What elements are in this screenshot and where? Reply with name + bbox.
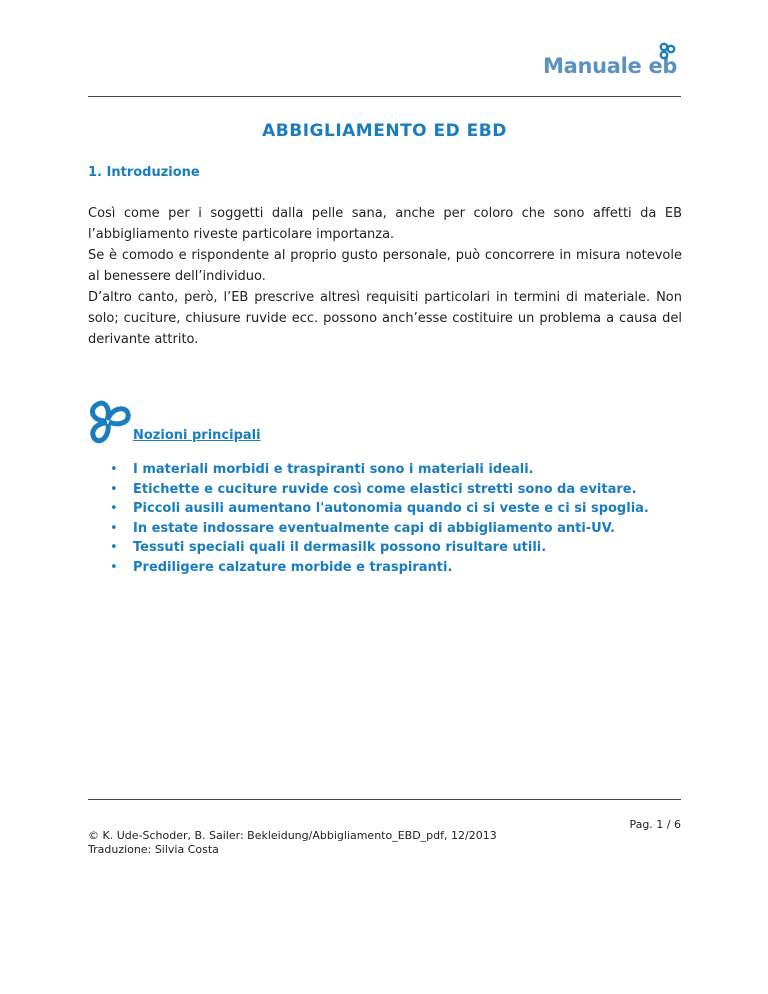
footer (88, 829, 497, 856)
bullet-dot-icon: • (110, 540, 118, 555)
manuale-eb-logo (543, 42, 683, 82)
key-point-text: Piccoli ausili aumentano l'autonomia quando ci si veste e ci si spoglia. (133, 501, 649, 516)
intro-text (88, 203, 682, 350)
key-point-text: Etichette e cuciture ruvide così come elastici stretti sono da evitare. (133, 481, 637, 497)
header-divider (88, 96, 681, 97)
key-points-list (110, 460, 690, 577)
key-point-item (110, 460, 690, 480)
intro-paragraph: Così come per i soggetti dalla pelle sana, anche per coloro che sono affetti da EB l’abbigliamento riveste particolare importanza. (88, 206, 682, 242)
document-title: ABBIGLIAMENTO ED EBD (262, 121, 507, 141)
butterfly-icon (86, 399, 132, 445)
logo-text: Manuale eb (543, 54, 678, 78)
intro-paragraph: Se è comodo e rispondente al proprio gusto personale, può concorrere in misura notevole al benessere dell’individuo. (88, 248, 682, 284)
footer-credit: © K. Ude-Schoder, B. Sailer: Bekleidung/Abbigliamento_EBD_pdf, 12/2013 (88, 829, 497, 842)
section-heading: 1. Introduzione (88, 165, 200, 180)
footer-divider (88, 799, 681, 800)
key-point-text: I materiali morbidi e traspiranti sono i materiali ideali. (133, 462, 534, 477)
page-number: Pag. 1 / 6 (629, 818, 681, 831)
key-point-item (110, 558, 690, 578)
bullet-dot-icon: • (110, 559, 118, 575)
intro-paragraph: D’altro canto, però, l’EB prescrive altresì requisiti particolari in termini di materiale. Non solo; cuciture, chiusure ruvide ecc. possono anch’esse costituire un problema a causa del derivante attrito. (88, 290, 682, 347)
key-point-text: Tessuti speciali quali il dermasilk possono risultare utili. (133, 540, 547, 555)
bullet-dot-icon: • (110, 462, 118, 477)
key-point-item (110, 480, 690, 500)
footer-translation: Traduzione: Silvia Costa (88, 842, 219, 856)
butterfly-logo-icon (656, 42, 676, 62)
key-point-text: In estate indossare eventualmente capi di abbigliamento anti-UV. (133, 520, 616, 536)
key-point-item (110, 538, 690, 558)
bullet-dot-icon: • (110, 501, 118, 516)
key-point-item (110, 519, 690, 539)
bullet-dot-icon: • (110, 520, 118, 536)
key-points-title: Nozioni principali (133, 428, 261, 443)
key-point-text: Prediligere calzature morbide e traspiranti. (133, 559, 453, 575)
key-point-item (110, 499, 690, 519)
bullet-dot-icon: • (110, 481, 118, 497)
